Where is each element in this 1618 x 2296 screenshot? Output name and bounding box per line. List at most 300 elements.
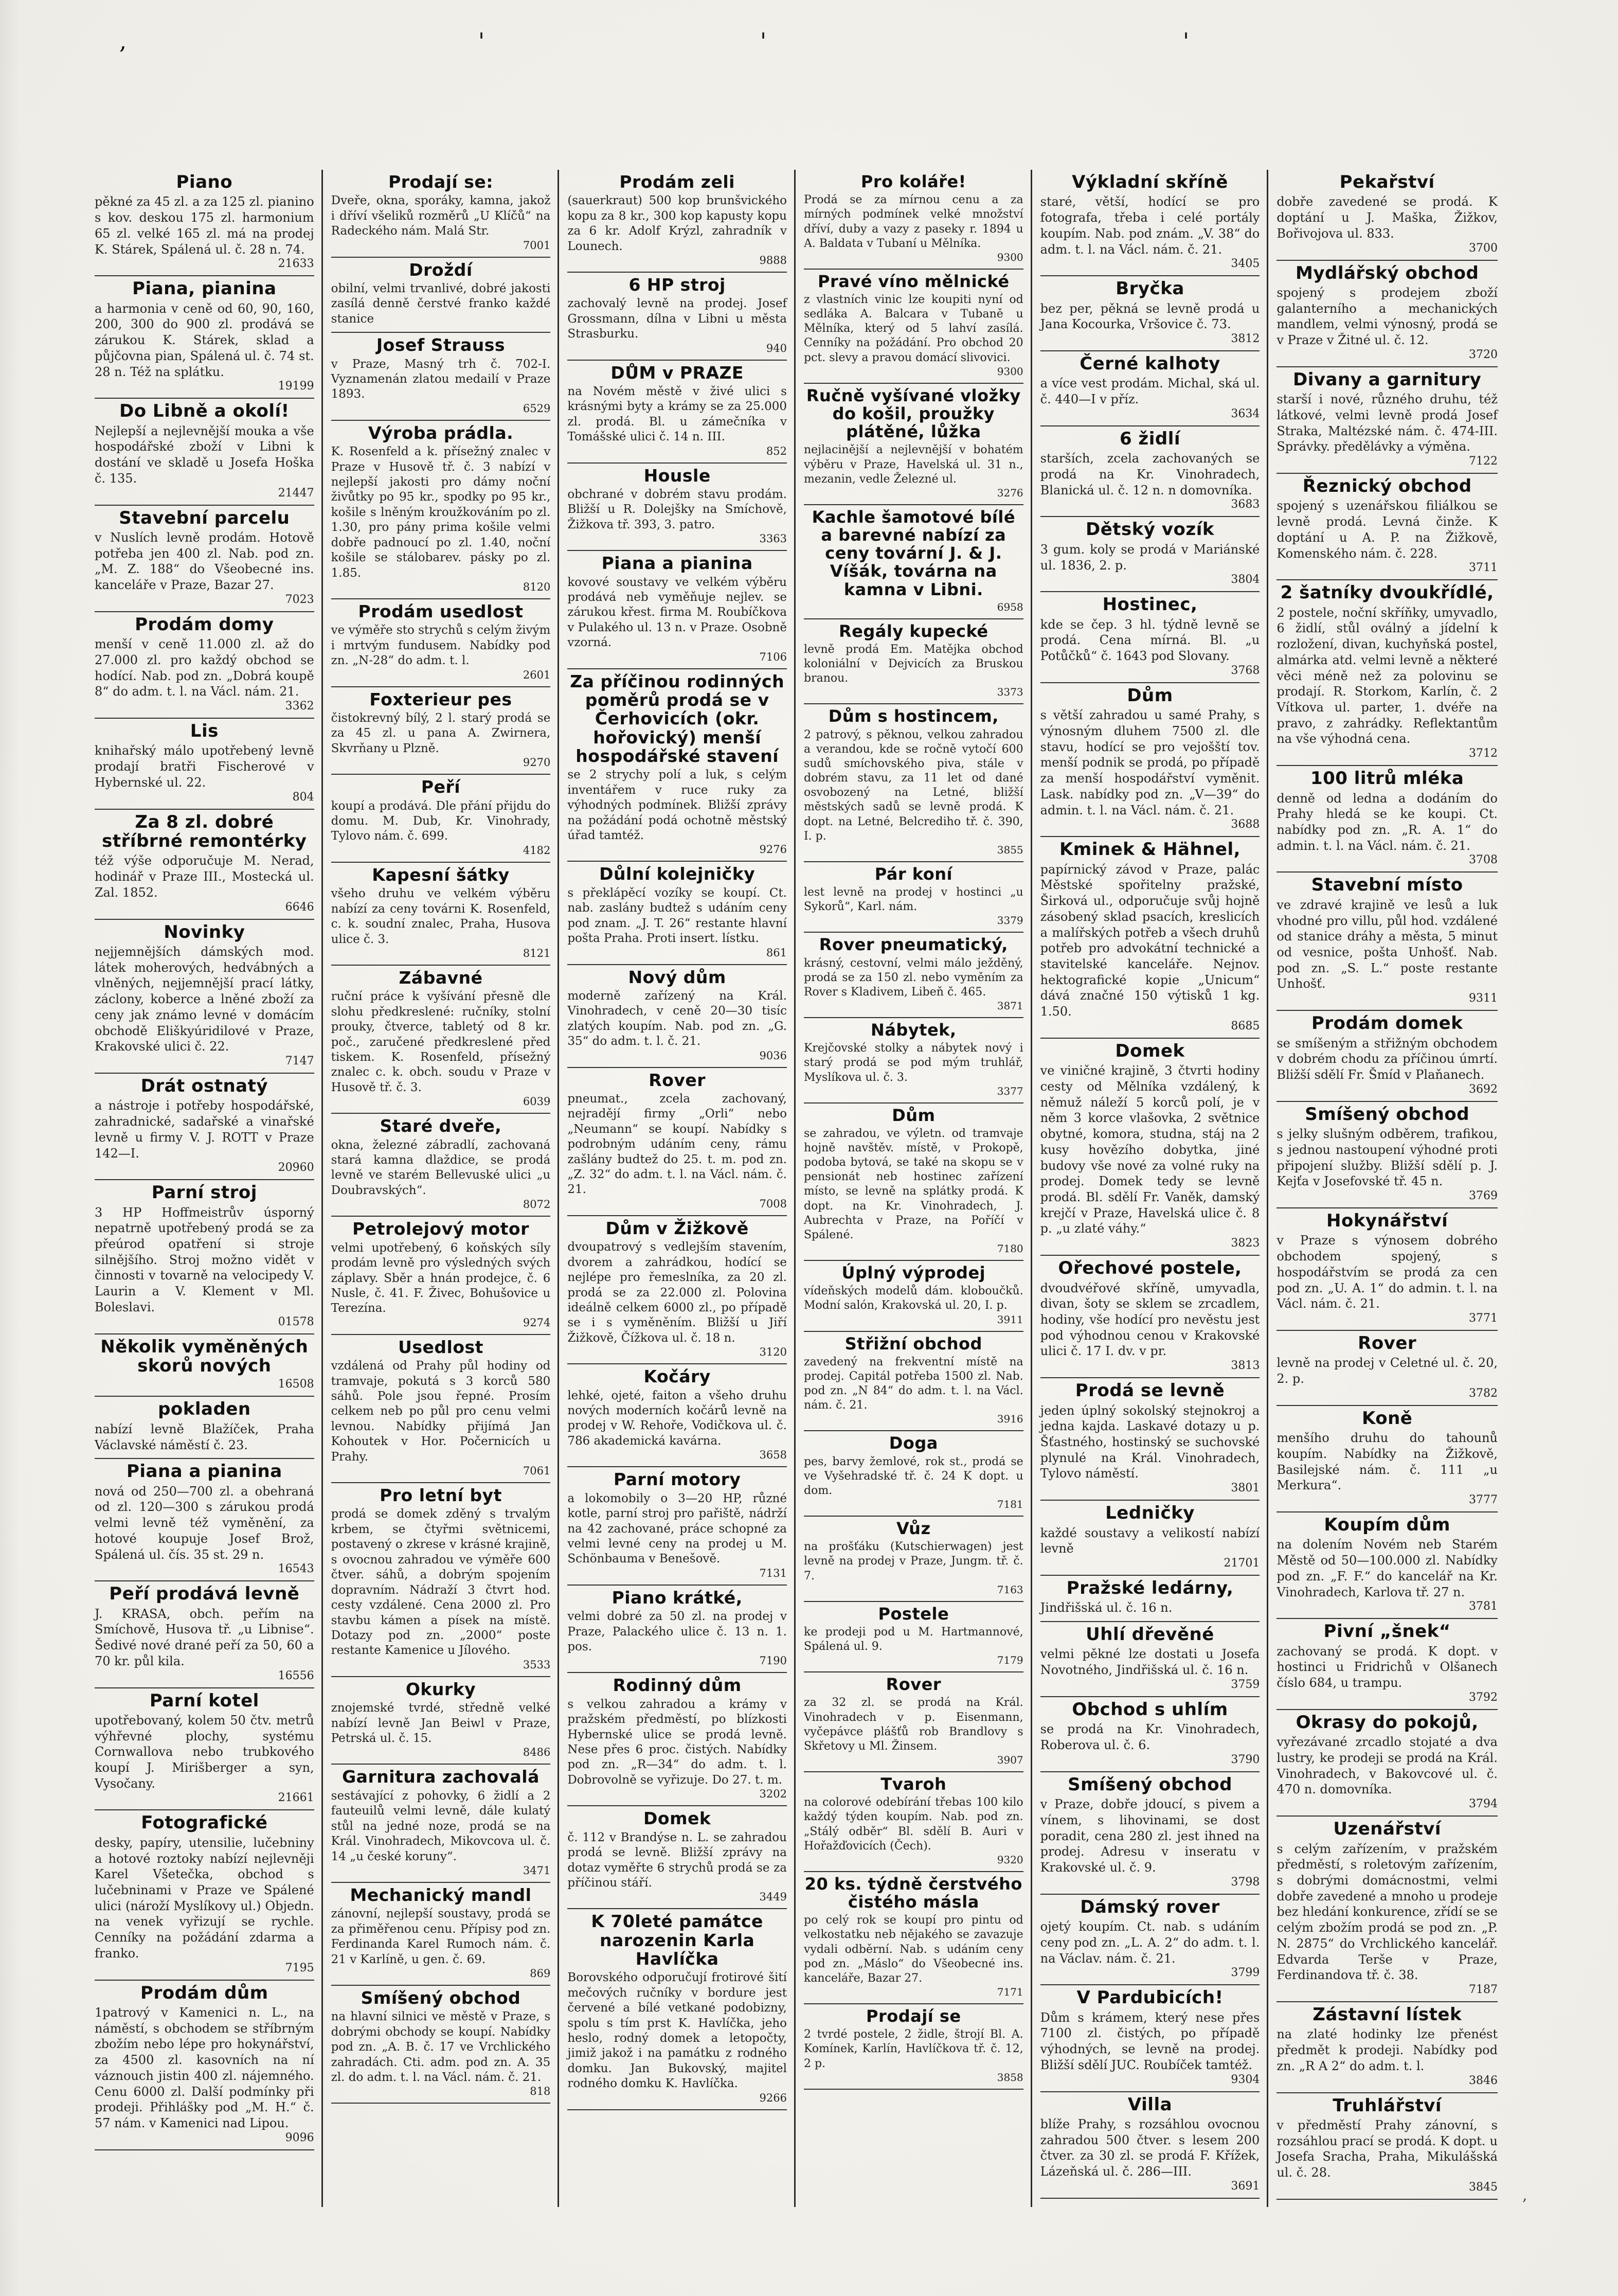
ad-body: dvoudvéřové skříně, umyvadla, divan, šoty se sklem se zrcadlem, hodiny, vše hodící pro nevěstu jest pod výhodnou cenou v Krakovské ulici č. 17 I. dv. v pr.	[1040, 1280, 1264, 1359]
ad-title: Rover	[1358, 1332, 1417, 1354]
column-2	[328, 170, 560, 2207]
ad-body: každé soustavy a velikostí nabízí levně	[1040, 1525, 1264, 1556]
ad-body: nabízí levně Blažíček, Praha Václavské náměstí č. 23.	[95, 1421, 318, 1452]
ad-title: Prodám zeli	[619, 172, 735, 192]
ad-number: 3711	[1468, 561, 1498, 575]
ad-number: 869	[530, 1967, 551, 1980]
ad-number: 852	[766, 444, 787, 457]
ad-title: Řeznický obchod	[1302, 476, 1472, 497]
ad-number: 3916	[997, 1413, 1023, 1426]
ad-body: dobře zavedené se prodá. K doptání u J. Maška, Žižkov, Bořivojova ul. 833.	[1277, 194, 1502, 241]
classified-ad	[331, 1677, 554, 1765]
ad-title: 2 šatníky dvoukřídlé,	[1280, 582, 1494, 603]
ad-title: Parní motory	[613, 1469, 741, 1490]
ad-number: 3276	[997, 486, 1023, 499]
ad-body: menšího druhu do tahounů koupím. Nabídky na Žižkově, Basilejské nám. č. 111 „u Merkura“.	[1277, 1431, 1502, 1493]
ad-body: ke prodeji pod u M. Hartmannové, Spálená ul. 9.	[803, 1625, 1027, 1653]
ad-title: Domek	[643, 1808, 711, 1829]
ad-title: Za 8 zl. dobré stříbrné remontérky	[102, 811, 307, 851]
ad-body: spojený s uzenářskou filiálkou se levně prodá. Levná činže. K doptání u A. P. na Žižkově, Komenského nám. č. 228.	[1277, 499, 1502, 561]
classified-ad	[1040, 1256, 1264, 1378]
classified-ad	[1277, 1406, 1502, 1512]
ad-title: Smíšený obchod	[1068, 1774, 1232, 1795]
ad-body: v Nuslích levně prodám. Hotově potřeba jen 400 zl. Nab. pod zn. „M. Z. 188“ do Všeobecné ins. kanceláře v Praze, Bazar 27.	[95, 530, 318, 593]
ad-number: 3790	[1231, 1753, 1260, 1766]
ad-number: 7190	[759, 1654, 787, 1667]
ad-title: Koně	[1361, 1408, 1413, 1429]
ad-body: bez per, pěkná se levně prodá u Jana Kocourka, Vršovice č. 73.	[1040, 301, 1264, 332]
ad-body: se 2 strychy polí a luk, s celým inventářem v ruce ruky za výhodných podmínek. Bližší zprávy na požádání podá ochotně městský úřad tamtéž.	[567, 768, 791, 843]
ad-number: 21447	[278, 486, 314, 500]
ad-title: Ledničky	[1105, 1503, 1195, 1524]
ad-title: Domek	[1115, 1040, 1185, 1061]
classified-ad	[331, 333, 554, 421]
ad-number: 9300	[997, 365, 1023, 378]
ad-body: v Praze s výnosem dobrého obchodem spojený, s hospodářstvím se prodá za cen pod zn. „U. A. 1“ do admin. t. l. na Václ. nám. č. 21.	[1277, 1233, 1502, 1311]
classified-ad	[1040, 683, 1264, 837]
ad-number: 3202	[759, 1788, 787, 1801]
classified-ad	[95, 1981, 318, 2150]
ad-body: s jelky slušným odběrem, trafikou, s jednou nastoupení výhodné proti připojení služby. Bližší sdělí p. J. Kejťa v Josefovské tř. 45 n.	[1277, 1127, 1502, 1189]
ad-number: 16556	[278, 1669, 314, 1682]
ad-body: na dolením Novém neb Starém Městě od 50—100.000 zl. Nabídky pod zn. „F. F.“ do kancelář na Kr. Vinohradech, Karlova tř. 27 n.	[1277, 1537, 1502, 1599]
ad-number: 9304	[1231, 2073, 1260, 2086]
ad-number: 3812	[1231, 332, 1260, 346]
ad-title: Regály kupecké	[839, 621, 988, 641]
ad-number: 7001	[523, 239, 551, 252]
classified-ad	[1040, 592, 1264, 683]
ad-body: spojený s prodejem zboží galanterního a mechanických mandlem, velmi výnosný, prodá se v Praze v Žitné ul. č. 12.	[1277, 285, 1502, 348]
classified-ad	[331, 170, 554, 258]
classified-ad	[1040, 351, 1264, 426]
ad-number: 3768	[1231, 664, 1260, 677]
ad-body: papírnický závod v Praze, palác Městské spořitelny pražské, Širková ul., odporučuje svůj hojně zásobený sklad psacích, kreslicích a malířských potřeb a všech druhů potřeb pro advokátní technické a stavitelské kanceláře. Nejnov. hektografické kopie „Unicum“ dává značné 150 výtisků 1 kg. 1.50.	[1040, 862, 1264, 1019]
classified-ad	[1040, 276, 1264, 351]
classified-ad	[1277, 2002, 1502, 2093]
classified-ad	[331, 258, 554, 333]
ad-title: Tvaroh	[880, 1774, 947, 1794]
classified-ad	[1277, 766, 1502, 873]
classified-ad	[331, 966, 554, 1114]
ad-title: Prodám domek	[1311, 1013, 1463, 1034]
classified-ad	[1277, 1208, 1502, 1331]
classified-ad	[1040, 426, 1264, 518]
classified-ad	[803, 1772, 1027, 1872]
ad-body: zachovalý levně na prodej. Josef Grossmann, dílna v Libni u města Strasburku.	[567, 297, 791, 341]
ad-body: sestávající z pohovky, 6 židlí a 2 fauteuilů velmi levně, dále kulatý stůl na jedné noze, prodá se na Král. Vinohradech, Mikovcova ul. č. 14 „u české koruny“.	[331, 1789, 554, 1863]
ad-number: 3801	[1231, 1482, 1260, 1495]
classified-ad	[567, 170, 791, 273]
ad-body: obilní, velmi trvanlivé, dobré jakosti zasílá denně čerstvé franko každé stanice	[331, 281, 554, 326]
ad-body: v předměstí Prahy zánovní, s rozsáhlou prací se prodá. K dopt. u Josefa Sracha, Praha, Mikulášská ul. č. 28.	[1277, 2117, 1502, 2180]
classified-ad	[1277, 170, 1502, 261]
ad-number: 3683	[1231, 498, 1260, 511]
ad-body: dvoupatrový s vedlejším stavením, dvorem a zahrádkou, hodící se nejlépe pro řemeslníka, za 20 zl. prodá se za 22.000 zl. Polovina ideálně celkem 6000 zl., po případě se i s vyměněním. Bližší u Jiří Žižkově, Čížkova ul. č. 18 n.	[567, 1240, 791, 1345]
classified-ad	[1277, 1102, 1502, 1208]
ad-number: 3871	[997, 1000, 1023, 1012]
ad-body: nejlacinější a nejlevnější v bohatém výběru v Praze, Havelská ul. 31 n., mezanin, vedle Železné ul.	[803, 443, 1027, 486]
ad-body: velmi dobré za 50 zl. na prodej v Praze, Palackého ulice č. 13 n. 1. pos.	[567, 1610, 791, 1653]
classified-ad	[803, 1872, 1027, 2004]
classified-ad	[567, 1216, 791, 1364]
ad-body: starší i nové, různého druhu, též látkové, velmi levně prodá Josef Straka, Maltézské nám. č. 474-III. Správky. předělávky a výměna.	[1277, 392, 1502, 454]
ad-number: 9311	[1468, 992, 1498, 1005]
ad-body: ruční práce k vyšívání přesně dle slohu předkreslené: ručníky, stolní prouky, čtverce, tabletý od 8 kr. poč., zaručené předkreslené před tiskem. K. Rosenfeld, přísežný znalec c. k. obch. soudu v Praze v Husově tř. č. 3.	[331, 990, 554, 1094]
ad-number: 7181	[997, 1498, 1023, 1511]
ad-title: Černé kalhoty	[1080, 353, 1220, 375]
ad-number: 7008	[759, 1197, 787, 1210]
ad-body: Borovského odporučují frotirové šití mečových ručníky v bordure jest červené a bílé vetkané podobizny, spolu s tím prst K. Havlíčka, jeho heslo, rodný domek a letopočty, jimiž jakož i na památku z rodného domku. Jan Bukovský, majitel rodného domku K. Havlíčka.	[567, 1971, 791, 2091]
ad-number: 21633	[278, 257, 314, 271]
classified-ad	[1277, 367, 1502, 474]
classified-ad	[1040, 1697, 1264, 1772]
classified-ad	[803, 933, 1027, 1018]
ad-number: 9274	[523, 1316, 551, 1329]
classified-ad	[95, 1397, 318, 1459]
ad-body: a více vest prodám. Michal, ská ul. č. 440—I v příz.	[1040, 376, 1264, 407]
ad-number: 3759	[1231, 1678, 1260, 1691]
classified-ad	[567, 1364, 791, 1467]
ad-title: Úplný výprodej	[841, 1263, 986, 1283]
ad-title: Důlní kolejničky	[599, 864, 756, 884]
ad-title: Dětský vozík	[1086, 519, 1214, 540]
ad-number: 9266	[759, 2091, 787, 2104]
ad-title: Výroba prádla.	[368, 422, 514, 443]
ad-number: 3781	[1468, 1600, 1498, 1613]
ad-number: 9300	[997, 251, 1023, 263]
classified-ad	[95, 1688, 318, 1811]
ad-number: 3782	[1468, 1386, 1498, 1400]
ad-body: č. 112 v Brandýse n. L. se zahradou prodá se levně. Bližší zprávy na dotaz vyměřte 6 strychů prodá se za příčinou stáří.	[567, 1830, 791, 1890]
ad-number: 3911	[997, 1313, 1023, 1326]
ad-body: 2 tvrdé postele, 2 židle, štrojí Bl. A. Komínek, Karlín, Havlíčkova tř. č. 12, 2 p.	[803, 2028, 1027, 2070]
classified-ad	[95, 399, 318, 505]
ad-number: 7171	[997, 1986, 1023, 1998]
ad-number: 3471	[523, 1864, 551, 1877]
classified-ad	[331, 1765, 554, 1882]
ad-title: Pekařství	[1339, 172, 1435, 192]
classified-ad	[331, 599, 554, 687]
classified-ad	[331, 1883, 554, 1986]
ad-title: 6 HP stroj	[628, 275, 726, 295]
mark: ,	[119, 28, 127, 55]
classified-ad	[803, 1103, 1027, 1261]
classified-ad	[567, 273, 791, 361]
ad-number: 3799	[1231, 1966, 1260, 1980]
ad-number: 3362	[285, 700, 314, 713]
classified-ad	[95, 920, 318, 1074]
classified-ad	[331, 1217, 554, 1334]
column-3	[564, 170, 796, 2207]
classified-ad	[95, 1074, 318, 1180]
ad-number: 16543	[278, 1562, 314, 1576]
ad-number: 3692	[1468, 1082, 1498, 1096]
page-top-marks	[0, 28, 1618, 59]
ad-title: Mydlářský obchod	[1296, 262, 1479, 283]
ad-body: znojemské tvrdé, středně velké nabízí levně Jan Beiwl v Praze, Petrská ul. č. 15.	[331, 1701, 554, 1746]
column-6	[1273, 170, 1505, 2207]
ad-number: 3907	[997, 1754, 1023, 1767]
ad-number: 3377	[997, 1084, 1023, 1097]
classified-ad	[95, 1180, 318, 1334]
ad-number: 6646	[285, 900, 314, 914]
ad-title: Do Libně a okolí!	[119, 401, 290, 422]
classified-ad	[331, 775, 554, 863]
ad-title: Rover	[649, 1070, 706, 1090]
ad-body: zavedený na frekventní místě na prodej. Capitál potřeba 1500 zl. Nab. pod zn. „N 84“ do adm. t. l. na Václ. nám. č. 21.	[803, 1355, 1027, 1412]
ad-title: Usedlost	[398, 1337, 483, 1357]
ad-title: Doga	[889, 1433, 938, 1453]
ad-body: s celým zařízením, v pražském předměstí, s roletovým zařízením, s dobrými domácnostmi, velmi dobře zavedené a mnoho u prodeje bez hledání konkurence, zřídí se se celým zbožím prodá se pod zn. „P. N. 2875“ do Vrchlického kancelář. Edvarda Terše v Praze, Ferdinandova tř. č. 38.	[1277, 1841, 1502, 1983]
ad-body: velmi pěkné lze dostati u Josefa Novotného, Jindřišská ul. č. 16 n.	[1040, 1647, 1264, 1678]
ad-title: Pivní „šnek“	[1323, 1621, 1451, 1642]
ad-body: lehké, ojeté, faiton a všeho druhu nových moderních kočárů levně na prodej v W. Rehoře, Vodičkova ul. č. 786 akademická kavárna.	[567, 1389, 791, 1448]
classified-ad	[803, 1261, 1027, 1332]
ad-body: moderně zařízený na Král. Vinohradech, v ceně 20—30 tisíc zlatých koupím. Nab. pod zn. „G. 35“ do adm. t. l. č. 21.	[567, 989, 791, 1048]
ad-body: po celý rok se koupí pro pintu od velkostatku neb nějakého se zavazuje vydali odběrní. Nab. s udáním ceny pod zn. „Máslo“ do Všeobecné ins. kanceláře, Bazar 27.	[803, 1914, 1027, 1985]
ad-title: pokladen	[158, 1399, 251, 1420]
ad-body: denně od ledna a dodáním do Prahy hledá se ke koupi. Ct. nabídky pod zn. „R. A. 1“ do admin. t. l. na Václ. nám. č. 21.	[1277, 791, 1502, 853]
ad-body: J. KRASA, obch. peřím na Smíchově, Husova tř. „u Libnise“. Šedivé nové drané peří za 50, 60 a 70 kr. půl kila.	[95, 1606, 318, 1668]
ad-title: Smíšený obchod	[361, 1988, 521, 2008]
ad-body: (sauerkraut) 500 kop brunšvického kopu za 8 kr., 300 kop kapusty kopu za 6 kr. Adolf Krýzl, zahradník v Lounech.	[567, 194, 791, 253]
ad-body: a nástroje i potřeby hospodářské, zahradnické, sadařské a vinařské levně u firmy V. J. ROTT v Praze 142—I.	[95, 1098, 318, 1161]
classified-ad	[803, 2004, 1027, 2090]
ad-body: v Praze, dobře jdoucí, s pivem a vínem, s lihovinami, se dost poradit, cena 280 zl. jest ihned na prodej. Adresu v inseratu v Krakovské ul. č. 9.	[1040, 1797, 1264, 1875]
classified-ad	[567, 862, 791, 965]
ad-body: prodá se domek zděný s trvalým krbem, se čtyřmi světnicemi, postavený o zkrese v krásné krajině, s ovocnou zahradou ve výměře 600 čtver. sáhů, a dobrým spojením dopravním. Nádraží 3 čtvrt hod. cesty vzdálené. Cena 2000 zl. Pro stavbu kámen a písek na místě. Dotazy pod zn. „2000“ poste restante Kamenice u Jílového.	[331, 1507, 554, 1658]
classified-ad	[567, 361, 791, 464]
classified-ad	[1277, 261, 1502, 367]
ad-title: Prodám dům	[140, 1982, 268, 2003]
ad-title: Uhlí dřevěné	[1086, 1624, 1214, 1645]
ad-body: vídeňských modelů dám. kloboučků. Modní salón, Krakovská ul. 20, I. p.	[803, 1285, 1027, 1312]
ad-number: 9276	[759, 843, 787, 856]
classified-ad	[1040, 1895, 1264, 1986]
ad-body: všeho druhu ve velkém výběru nabízí za ceny továrni K. Rosenfeld, c. k. soudní znalec, Praha, Husova ulice č. 3.	[331, 887, 554, 946]
ad-body: ojetý koupím. Ct. nab. s udáním ceny pod zn. „L. A. 2“ do adm. t. l. na Václav. nám. č. 21.	[1040, 1919, 1264, 1966]
ad-title: Piana a pianina	[126, 1461, 282, 1482]
ad-title: Josef Strauss	[376, 335, 506, 355]
ad-number: 3658	[759, 1449, 787, 1462]
ad-body: jeden úplný sokolský stejnokroj a jedna kajda. Laskavé dotazy u p. Šťastného, hostinský se suchovské plynulé na Král. Vinohradech, Tylovo náměstí.	[1040, 1403, 1264, 1481]
ad-body: v Praze, Masný trh č. 702-I. Vyznamenán zlatou medailí v Praze 1893.	[331, 357, 554, 401]
classified-ad	[331, 421, 554, 599]
classified-ad	[803, 704, 1027, 862]
classified-ad	[1040, 837, 1264, 1039]
classified-ad	[1040, 1576, 1260, 1622]
ad-number: 6529	[523, 402, 551, 415]
page-footer-mark: ,	[1522, 2186, 1527, 2204]
ad-number: 7131	[759, 1567, 787, 1579]
ad-number: 3712	[1468, 747, 1498, 760]
ad-body: zánovní, nejlepší soustavy, prodá se za přiměřenou cenu. Přípisy pod zn. Ferdinanda Karel Rumoch nám. č. 21 v Karlíně, u gen. č. 69.	[331, 1907, 554, 1966]
ad-title: Rover	[886, 1675, 942, 1695]
classified-ad	[567, 1467, 791, 1585]
classified-ad	[567, 1806, 791, 1909]
ad-body: 2 postele, noční skříňky, umyvadlo, 6 židlí, stůl oválný a jídelní k rozložení, divan, kuchyňská postel, almárka atd. velmi levně a některé věci méně než za polovinu se prodají. R. Storkom, Karlín, č. 2 Vítkova ul. parter, 1. dvéře na pravo, z zahrádky. Reflektantům na vše výhodná cena.	[1277, 605, 1502, 746]
ad-body: na zlaté hodinky lze přenést předmět k prodeji. Nabídky pod zn. „R A 2“ do adm. t. l.	[1277, 2027, 1502, 2073]
ad-title: V Pardubicích!	[1076, 1987, 1224, 2008]
ad-title: Piana a pianina	[601, 553, 753, 574]
ad-number: 3777	[1468, 1493, 1498, 1507]
ad-body: se prodá na Kr. Vinohradech, Roberova ul. č. 6.	[1040, 1722, 1264, 1752]
ad-body: za 32 zl. se prodá na Král. Vinohradech v p. Eisenmann, vyčepávce plášťů rob Brandlovy s Skřetovy u Ml. Žinsem.	[803, 1696, 1027, 1753]
ad-body: desky, papíry, utensilie, lučebniny a hotové roztoky nabízí nejlevněji Karel Všetečka, obchod s lučebninami v Praze ve Spálené ulici (nároží Myslíkovy ul.) Objedn. na venek vyřizují se rychle. Cenníky na požádání zdarma a franko.	[95, 1835, 318, 1961]
ad-number: 3708	[1468, 853, 1498, 867]
ad-title: Koupím dům	[1324, 1515, 1450, 1536]
ad-title: Střižní obchod	[844, 1333, 982, 1354]
ad-body: pěkné za 45 zl. a za 125 zl. pianino s kov. deskou 175 zl. harmonium 65 zl. velké 165 zl. má na prodej K. Stárek, Spálená ul. č. 28 n. 74.	[95, 194, 318, 257]
column-1	[92, 170, 323, 2207]
ad-number: 21661	[278, 1791, 314, 1805]
ad-number: 804	[292, 790, 314, 804]
ad-body: menší v ceně 11.000 zl. až do 27.000 zl. pro každý obchod se hodící. Nab. pod zn. „Dobrá koupě 8“ do adm. t. l. na Václ. nám. 21.	[95, 637, 318, 699]
classified-ad	[95, 1459, 318, 1581]
ad-number: 7187	[1468, 1983, 1498, 1996]
ad-number: 3855	[997, 843, 1023, 856]
classified-ad	[1277, 873, 1502, 1011]
ad-number: 3120	[759, 1346, 787, 1359]
mark: '	[760, 28, 767, 55]
ad-number: 19199	[278, 380, 314, 393]
ad-body: ve výměře sto strychů s celým živým i mrtvým fundusem. Nabídky pod zn. „N-28“ do adm. t. l.	[331, 624, 554, 668]
ad-body: Jindřišská ul. č. 16 n.	[1040, 1600, 1173, 1615]
classified-ad	[1277, 1011, 1502, 1102]
ad-body: lest levně na prodej v hostinci „u Sykorů“, Karl. nám.	[803, 886, 1027, 914]
ad-number: 3379	[997, 914, 1023, 927]
ad-number: 3794	[1468, 1797, 1498, 1811]
ad-title: Parní kotel	[149, 1690, 259, 1711]
ad-number: 01578	[278, 1315, 314, 1328]
ad-title: Pro letní byt	[380, 1485, 502, 1506]
ad-number: 3792	[1468, 1690, 1498, 1704]
classified-ad	[1040, 2092, 1264, 2199]
ad-number: 20960	[278, 1161, 314, 1174]
ad-body: staré, větší, hodící se pro fotografa, třeba i celé portály koupím. Nab. pod znám. „V. 38“ do adm. t. l. na Václ. nám. č. 21.	[1040, 194, 1264, 257]
classified-ad	[331, 863, 554, 966]
ad-body: na prošťáku (Kutschierwagen) jest levně na prodej v Praze, Jungm. tř. č. 7.	[803, 1540, 1027, 1582]
ad-title: Mechanický mandl	[350, 1884, 532, 1905]
ad-body: pes, barvy žemlové, rok st., prodá se ve Vyšehradské tř. č. 24 K dopt. u dom.	[803, 1455, 1027, 1497]
ad-number: 3449	[759, 1891, 787, 1903]
ad-title: Peří	[421, 777, 461, 797]
classified-ad	[95, 719, 318, 810]
classified-ad	[331, 1114, 554, 1217]
ad-number: 9888	[759, 254, 787, 267]
ad-title: 20 ks. týdně čerstvého čistého másla	[804, 1874, 1022, 1912]
ad-body: K. Rosenfeld a k. přísežný znalec v Praze v Husově tř. č. 3 nabízí v nejlepší jakosti pro dámy noční živůtky po 95 kr., spodky po 95 kr., košile s lněným kroužkováním po zl. 1.30, pro pány prima košile velmi dobře padnoucí po zl. 1.40, noční košile se stálobarev. pásky po zl. 1.85.	[331, 445, 554, 580]
classified-ad	[567, 464, 791, 551]
ad-body: 2 patrový, s pěknou, velkou zahradou a verandou, kde se ročně vytočí 600 sudů smíchovského piva, stále v dobrém stavu, za 11 let od dané osvobozený na Letné, bližší městských sadů se levně prodá. K dopt. na Letné, Belcrediho tř. č. 390, I. p.	[803, 728, 1027, 843]
ad-title: Zábavné	[399, 967, 483, 988]
classified-ad	[1277, 2093, 1502, 2200]
ad-number: 3858	[997, 2071, 1023, 2084]
ad-body: a lokomobily o 3—20 HP, různé kotle, parní stroj pro pařiště, nádrží na 42 zachované, práce schopné za velmi levné ceny na prodej u M. Schönbauma v Benešově.	[567, 1491, 791, 1566]
ad-title: Garnitura zachovalá	[342, 1767, 540, 1787]
ad-title: Pravé víno mělnické	[818, 271, 1010, 291]
ad-number: 3533	[523, 1658, 551, 1671]
classified-ad	[803, 270, 1027, 384]
ad-title: Uzenářství	[1333, 1819, 1441, 1840]
classified-ad	[1277, 1512, 1502, 1619]
ad-title: Ručně vyšívané vložky do košil, proužky plátěné, lůžka	[806, 385, 1021, 442]
ad-title: Pro koláře!	[860, 172, 966, 191]
ad-title: Drát ostnatý	[140, 1075, 268, 1096]
ad-body: Dveře, okna, sporáky, kamna, jakož i dříví všeliků rozměrů „U Klíčů“ na Radeckého nám. Malá Str.	[331, 194, 554, 238]
ad-number: 3691	[1231, 2179, 1260, 2193]
ad-title: Dům	[1127, 685, 1173, 706]
ad-title: Bryčka	[1116, 278, 1184, 299]
classified-ad	[95, 506, 318, 612]
ad-body: na colorové odebírání třebas 100 kilo každý týden koupím. Nab. pod zn. „Stálý odběr“ Bl. sdělí B. Auri v Hořažďovicích (Čech).	[803, 1796, 1027, 1853]
classified-ad	[1040, 1378, 1264, 1501]
ad-number: 8685	[1231, 1019, 1260, 1033]
ad-title: Okurky	[405, 1679, 476, 1699]
ad-number: 940	[766, 342, 787, 354]
ad-title: Droždí	[409, 259, 473, 280]
ad-number: 3373	[997, 686, 1023, 699]
ad-body: s větší zahradou u samé Prahy, s výnosným dluhem 7500 zl. dle stavu, hodící se pro vejošští tov. menší podnik se prodá, po případě za menší hospodářství vyměnit. Lask. nabídky pod zn. „V—39“ do admin. t. l. na Václ. nám. č. 21.	[1040, 708, 1264, 817]
ad-number: 8072	[523, 1198, 551, 1211]
ad-number: 9320	[997, 1853, 1023, 1866]
classified-ad	[803, 1672, 1027, 1772]
ad-body: Dům s krámem, který nese přes 7100 zl. čistých, po případě výhodných, se levně na prodej. Bližší sdělí JUC. Roubíček tamtéž.	[1040, 2010, 1264, 2072]
classified-ad	[567, 1586, 791, 1674]
ad-title: Truhlářství	[1333, 2095, 1442, 2116]
classified-ad	[803, 619, 1027, 705]
classified-ad	[95, 1810, 318, 1980]
ad-title: Piano krátké,	[612, 1587, 743, 1608]
ad-title: Housle	[643, 465, 711, 486]
ad-title: Obchod s uhlím	[1072, 1699, 1228, 1720]
ad-number: 8120	[523, 581, 551, 594]
ad-body: upotřebovaný, kolem 50 čtv. metrů výhřevné plochy, systému Cornwallova nebo trubkového koupí J. Mirišberger a syn, Vysočany.	[95, 1713, 318, 1791]
ad-body: 3 HP Hoffmeistrův úsporný nepatrně upotřebený prodá se za přeúrod opatření si stroje silnějšího. Stroj možno vidět v činnosti v tovarně na velocipedy V. Laurin a V. Klement v Ml. Boleslavi.	[95, 1205, 318, 1314]
ad-body: velmi upotřebený, 6 koňských síly prodám levně pro výsledných svých záplavy. Sběr a hnán prodejce, č. 6 Nusle, č. 41. F. Živec, Bohušovice u Terezína.	[331, 1241, 554, 1315]
ad-title: Prodám usedlost	[358, 601, 524, 622]
ad-title: Prodá se levně	[1075, 1380, 1225, 1401]
ad-number: 3700	[1468, 241, 1498, 255]
ad-title: Rover pneumatický,	[819, 935, 1008, 955]
classified-ad	[1040, 1039, 1264, 1256]
ad-title: Nábytek,	[871, 1020, 957, 1040]
ad-title: Prodají se	[866, 2006, 961, 2026]
ad-title: Postele	[878, 1604, 949, 1624]
classified-ad	[567, 551, 791, 669]
ad-title: Pár koní	[874, 864, 952, 884]
ad-title: Vůz	[896, 1519, 931, 1539]
ad-title: 6 židlí	[1119, 428, 1181, 449]
ad-number: 9036	[759, 1049, 787, 1062]
ad-body: Nejlepší a nejlevnější mouka a vše hospodářské zboží v Libni k dostání ve skladě u Josefa Hoška č. 135.	[95, 423, 318, 486]
ad-title: Výkladní skříně	[1072, 172, 1228, 192]
classified-ad	[1040, 1501, 1264, 1576]
ad-number: 7179	[997, 1654, 1023, 1667]
ad-number: 3688	[1231, 818, 1260, 831]
ad-title: Za příčinou rodinných poměrů prodá se v Čerhovicích (okr. hořovický) menší hospodářské stavení	[570, 671, 785, 766]
ad-title: Fotografické	[141, 1812, 268, 1834]
ad-title: Peří prodává levně	[109, 1583, 300, 1605]
ad-number: 8486	[523, 1746, 551, 1759]
ad-title: 100 litrů mléka	[1310, 768, 1464, 789]
ad-number: 4182	[523, 844, 551, 857]
classified-ad	[803, 862, 1027, 933]
ad-body: a harmonia v ceně od 60, 90, 160, 200, 300 do 900 zl. prodává se zárukou K. Stárek, sklad a půjčovna pian, Spálená ul. č. 74 st. 28 n. Též na splátku.	[95, 301, 318, 379]
classified-ad	[803, 384, 1027, 505]
ad-body: se zahradou, ve výletn. od tramvaje hojně navštěv. místě, v Prokopě, podoba bytová, se také na skopu se v pensionát neb hostinec zařízení místo, se levně na splátky prodá. K dopt. na Kr. Vinohradech, J. Aubrechta v Praze, na Poříčí v Spálené.	[803, 1127, 1027, 1241]
ad-body: s překlápěcí vozíky se koupí. Ct. nab. zaslány budtež s udáním ceny pod znam. „J. T. 26“ restante hlavní pošta Praha. Proti insert. lístku.	[567, 886, 791, 946]
